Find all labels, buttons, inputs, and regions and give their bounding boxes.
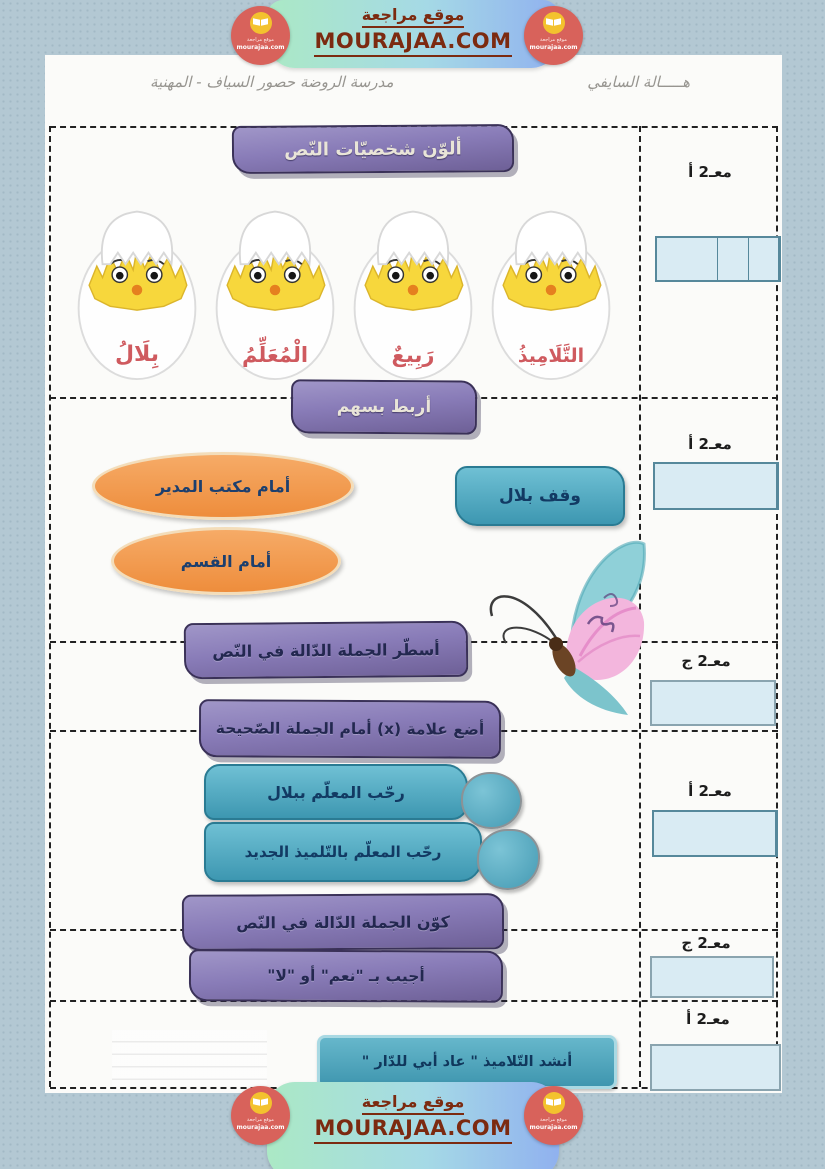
badge-site-name: موقع مراجعة <box>540 1117 567 1123</box>
task-banner-form-sentence <box>182 893 504 951</box>
match-option-classroom <box>111 527 341 595</box>
score-label <box>648 163 772 181</box>
score-grid-2 <box>652 810 778 857</box>
task-banner-label: ألوّن شخصيّات النّص <box>284 137 462 161</box>
task-banner-mark-x <box>199 699 501 759</box>
task-banner-label: أربط بسهم <box>336 396 432 418</box>
score-text: معـ2 أ <box>688 782 732 800</box>
site-domain-link[interactable]: MOURAJAA.COM <box>314 1115 511 1144</box>
score-cell <box>715 812 776 855</box>
score-cell <box>655 464 716 508</box>
match-source-label: وقف بلال <box>499 486 581 506</box>
butterfly-decoration-icon <box>476 528 648 718</box>
score-text: معـ2 ج <box>681 652 731 670</box>
character-word: رَبِيعٌ <box>391 343 435 367</box>
answer-option-1 <box>204 764 468 820</box>
book-icon <box>250 1092 272 1114</box>
egg-character <box>70 188 204 393</box>
book-icon <box>543 1092 565 1114</box>
score-grid-2 <box>653 462 779 510</box>
handwritten-header <box>150 73 690 91</box>
answer-option-label: رحّب المعلّم ببلال <box>267 782 405 802</box>
score-label <box>644 652 768 670</box>
score-label <box>646 1010 770 1028</box>
badge-site-name: موقع مراجعة <box>247 1117 274 1123</box>
score-cell <box>654 812 715 855</box>
task-banner-underline-sentence <box>184 621 468 679</box>
answer-option-label: رحّب المعلّم بالتّلميذ الجديد <box>244 843 442 861</box>
score-grid-1 <box>650 680 776 726</box>
chant-sentence-label: أنشد التّلاميذ " عاد أبي للدّار " <box>361 1054 573 1070</box>
site-banner-bottom <box>267 1082 559 1169</box>
character-word: التَّلَامِيذُ <box>517 345 585 367</box>
frame-left-border <box>49 126 51 1087</box>
site-logo-badge <box>231 1086 290 1145</box>
chant-sentence-box <box>317 1035 617 1089</box>
site-name-link[interactable]: موقع مراجعة <box>362 1091 465 1115</box>
score-label <box>644 934 768 952</box>
score-grid-4 <box>655 236 781 282</box>
site-logo-badge <box>231 6 290 65</box>
character-word: الْمُعَلِّمُ <box>241 343 309 367</box>
site-logo-badge <box>524 6 583 65</box>
egg-character <box>346 188 480 393</box>
score-cell <box>718 238 749 280</box>
school-name: مدرسة الروضة حصور السياف - المهنية <box>150 73 394 91</box>
task-banner-answer-yes-no <box>189 949 503 1003</box>
answer-mark-circle-1 <box>461 772 522 829</box>
match-source-box <box>455 466 625 526</box>
badge-site-domain: mourajaa.com <box>529 44 578 51</box>
score-label <box>648 435 772 453</box>
site-domain-link[interactable]: MOURAJAA.COM <box>314 28 511 57</box>
egg-character <box>208 188 342 393</box>
teacher-name: هـــــالة السايفي <box>587 73 690 91</box>
answer-option-2 <box>204 822 482 882</box>
score-cell <box>652 682 774 724</box>
book-icon <box>250 12 272 34</box>
score-cell <box>749 238 780 280</box>
score-cell <box>716 464 777 508</box>
book-icon <box>543 12 565 34</box>
badge-site-name: موقع مراجعة <box>247 37 274 43</box>
match-option-director-office <box>92 452 354 520</box>
task-banner-label: أجيب بـ "نعم" أو "لا" <box>267 966 425 986</box>
score-cell <box>657 238 688 280</box>
task-banner-connect-arrow <box>291 379 477 434</box>
score-grid-1 <box>650 956 774 998</box>
score-cell <box>652 1046 779 1089</box>
task-banner-label: أضع علامة (x) أمام الجملة الصّحيحة <box>215 719 485 739</box>
site-logo-badge <box>524 1086 583 1145</box>
score-text: معـ2 أ <box>688 163 732 181</box>
score-cell <box>652 958 772 996</box>
score-text: معـ2 أ <box>688 435 732 453</box>
score-grid-1 <box>650 1044 781 1091</box>
task-banner-label: كوّن الجملة الدّالة في النّص <box>236 911 450 933</box>
site-name-link[interactable]: موقع مراجعة <box>362 4 465 28</box>
egg-characters-row <box>70 188 618 396</box>
egg-character <box>484 188 618 393</box>
badge-site-name: موقع مراجعة <box>540 37 567 43</box>
score-text: معـ2 ج <box>681 934 731 952</box>
score-label <box>648 782 772 800</box>
score-text: معـ2 أ <box>686 1010 730 1028</box>
match-option-label: أمام مكتب المدير <box>155 476 291 496</box>
faint-ruled-lines <box>112 1030 267 1086</box>
task-banner-label: أسطّر الجملة الدّالة في النّص <box>212 639 440 661</box>
match-option-label: أمام القسم <box>180 551 272 571</box>
character-word: بِلَالُ <box>114 342 160 367</box>
badge-site-domain: mourajaa.com <box>236 44 285 51</box>
site-banner-top <box>267 0 559 68</box>
badge-site-domain: mourajaa.com <box>529 1124 578 1131</box>
task-banner-color-characters <box>232 124 514 174</box>
score-cell <box>688 238 719 280</box>
badge-site-domain: mourajaa.com <box>236 1124 285 1131</box>
